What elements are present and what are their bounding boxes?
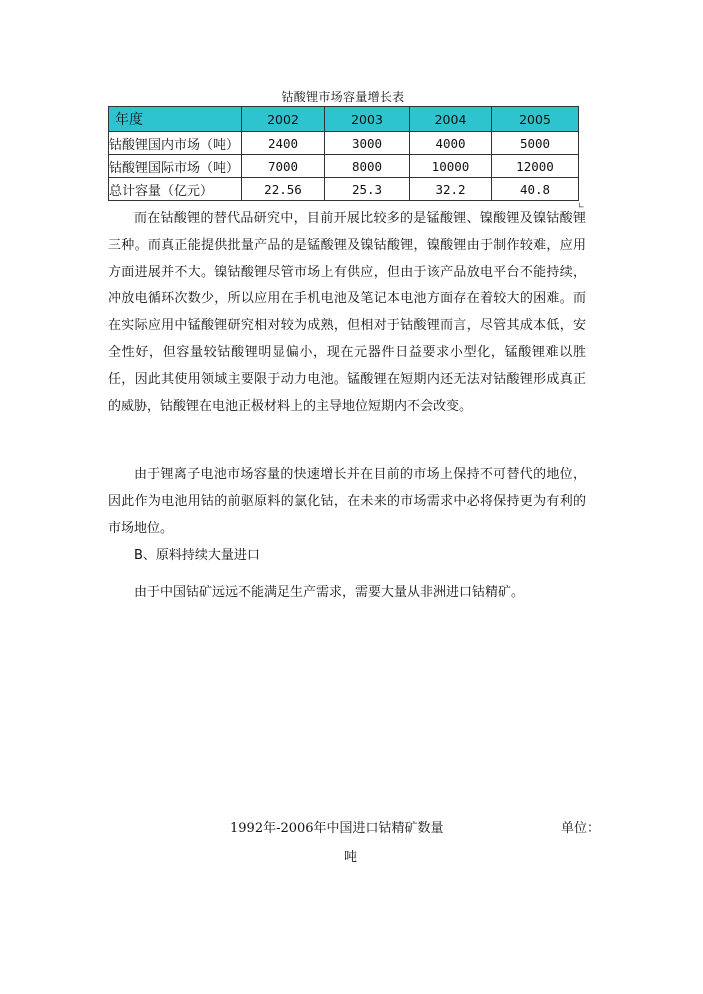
table-cell: 2400 xyxy=(242,132,325,155)
table-cell: 40.8 xyxy=(492,178,579,201)
header-cell-2002: 2002 xyxy=(242,107,325,132)
table-header-row xyxy=(109,107,579,132)
row-label-total: 总计容量（亿元） xyxy=(109,178,242,201)
table-cell: 7000 xyxy=(242,155,325,178)
table-cell: 8000 xyxy=(325,155,410,178)
table-cell: 22.56 xyxy=(242,178,325,201)
row-label-international: 钴酸锂国际市场（吨） xyxy=(109,155,242,178)
row-label-domestic: 钴酸锂国内市场（吨） xyxy=(109,132,242,155)
table-cell: 5000 xyxy=(492,132,579,155)
section-heading: B、原料持续大量进口 xyxy=(134,548,260,563)
market-capacity-table xyxy=(108,106,579,201)
paragraph-market-position: 由于锂离子电池市场容量的快速增长并在目前的市场上保持不可替代的地位，因此作为电池用钴的前驱原料的氯化钴，在未来的市场需求中必将保持更为有利的市场地位。 xyxy=(108,467,586,536)
paragraph-imports: 由于中国钴矿远远不能满足生产需求，需要大量从非洲进口钴精矿。 xyxy=(134,585,525,600)
table-cell: 32.2 xyxy=(410,178,492,201)
header-cell-2004: 2004 xyxy=(410,107,492,132)
table-cell: 25.3 xyxy=(325,178,410,201)
header-cell-2003: 2003 xyxy=(325,107,410,132)
table-cell: 12000 xyxy=(492,155,579,178)
unit-label: 单位： xyxy=(561,821,601,836)
paragraph-substitutes: 而在钴酸锂的替代品研究中，目前开展比较多的是锰酸锂、镍酸锂及镍钴酸锂三种。而真正能提供批量产品的是锰酸锂及镍钴酸锂，镍酸锂由于制作较难，应用方面进展并不大。镍钴酸锂尽管市场上有供应，但由于该产品放电平台不能持续，冲放电循环次数少，所以应用在手机电池及笔记本电池方面存在着较大的困难。而在实际应用中锰酸锂研究相对较为成熟，但相对于钴酸锂而言，尽管其成本低，安全性好，但容量较钴酸锂明显偏小，现在元器件日益要求小型化，锰酸锂难以胜任，因此其使用领域主要限于动力电池。锰酸锂在短期内还无法对钴酸锂形成真正的威胁，钴酸锂在电池正极材料上的主导地位短期内不会改变。 xyxy=(108,211,586,414)
table-row xyxy=(109,178,579,201)
table-row xyxy=(109,155,579,178)
chart-title: 1992年-2006年中国进口钴精矿数量 xyxy=(230,821,444,836)
table-cell: 10000 xyxy=(410,155,492,178)
table-row xyxy=(109,132,579,155)
header-cell-year: 年度 xyxy=(109,107,242,132)
unit-value: 吨 xyxy=(344,850,358,865)
table-cell: 4000 xyxy=(410,132,492,155)
table-caption: 钴酸锂市场容量增长表 xyxy=(281,90,405,104)
table-cell: 3000 xyxy=(325,132,410,155)
table-end-marker: ∟ xyxy=(578,201,585,210)
header-cell-2005: 2005 xyxy=(492,107,579,132)
